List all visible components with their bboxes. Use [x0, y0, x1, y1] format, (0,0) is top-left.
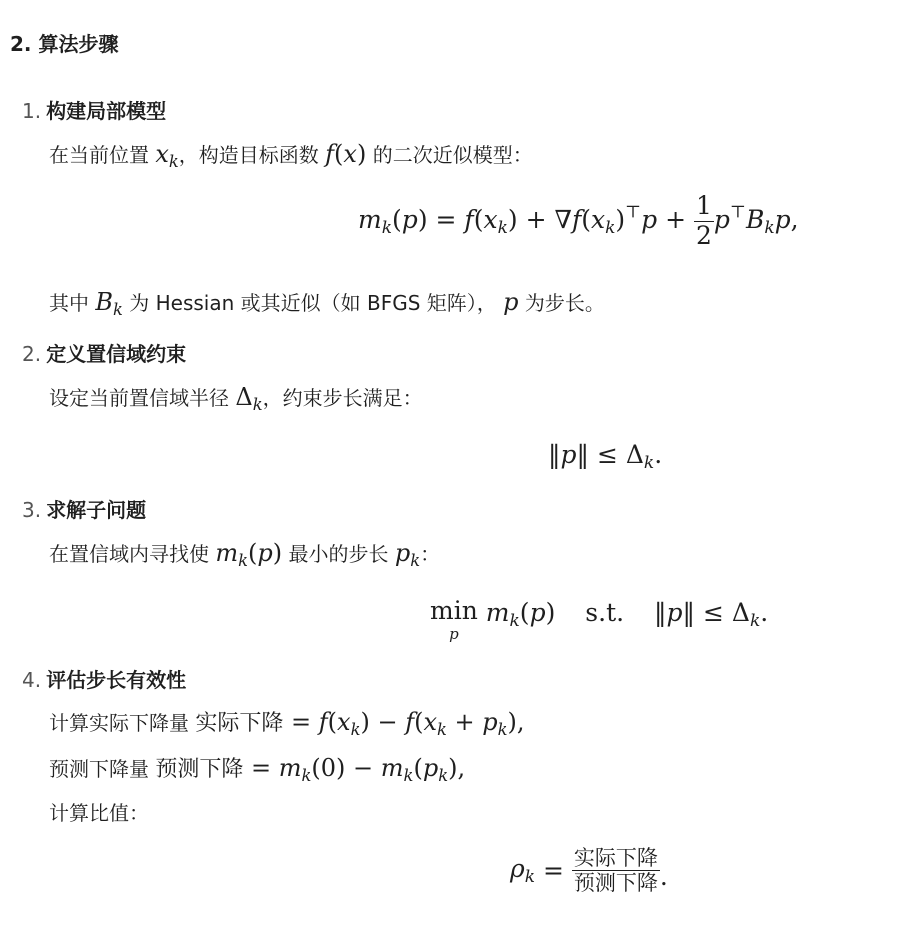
ratio-denominator: 预测下降: [573, 871, 658, 896]
step-4-predicted: [49, 752, 465, 785]
step-1-text-b: ，构造目标函数: [178, 143, 319, 167]
equation-ratio: $\rho_k$ = $\frac{\text{实际下降}}{\text{预测下降}}$ .: [510, 846, 668, 896]
math-p: p: [503, 288, 519, 316]
step-2-title: 定义置信域约束: [46, 342, 187, 366]
equation-subproblem: min p $m_k(p)$ s.t. ‖p‖ ≤ $\Delta_k$.: [430, 596, 769, 643]
step-4-predicted-label: 预测下降量: [49, 757, 149, 781]
math-xk: $x_k$: [155, 140, 179, 171]
step-1-note-a: 其中: [49, 291, 89, 315]
ratio-numerator: 实际下降: [573, 846, 658, 870]
step-1-text-a: 在当前位置: [49, 143, 149, 167]
step-2-text: [49, 382, 423, 414]
step-4-ratio-text: 计算比值：: [49, 801, 149, 825]
math-bk: $B_k$: [95, 288, 123, 319]
step-4-actual-label: 计算实际下降量: [49, 711, 189, 735]
step-3-text-b: 最小的步长: [288, 542, 389, 566]
step-1-text: [49, 139, 533, 171]
step-4-title: 评估步长有效性: [46, 668, 187, 692]
math-predicted-reduction: 预测下降 = $m_k(0) - m_k(p_k)$,: [155, 754, 466, 785]
subject-to: s.t.: [585, 598, 625, 627]
step-1-number: 1.: [22, 99, 42, 123]
step-3-title: 求解子问题: [46, 498, 147, 522]
step-1-note-b: 为 Hessian 或其近似（如 BFGS 矩阵），: [129, 291, 497, 315]
step-1-note: [49, 287, 605, 319]
step-4-actual: [49, 706, 525, 739]
equation-trust-constraint: ‖p‖ ≤ $\Delta_k$.: [548, 440, 663, 474]
step-2-text-b: ，约束步长满足：: [262, 386, 423, 410]
step-4-number: 4.: [22, 668, 42, 692]
step-3-text-c: ：: [420, 542, 441, 566]
math-fx: f(x): [325, 140, 367, 168]
math-mk-p: $m_k(p)$: [215, 539, 283, 570]
fraction-half: $\frac{1}{2}$: [696, 191, 712, 250]
step-1-text-c: 的二次近似模型：: [372, 143, 533, 167]
math-actual-reduction: 实际下降 = $f(x_k) - f(x_k + p_k)$,: [195, 708, 525, 739]
step-1-note-c: 为步长。: [524, 291, 605, 315]
step-3-number: 3.: [22, 498, 42, 522]
step-3-header: [22, 494, 146, 523]
math-pk: $p_k$: [394, 539, 421, 570]
step-1-title: 构建局部模型: [46, 99, 167, 123]
step-2-text-a: 设定当前置信域半径: [49, 386, 229, 410]
fraction-ratio: [572, 846, 660, 895]
step-1-header: [22, 95, 166, 124]
equation-quadratic-model: $m_k(p) = f(x_k) + \nabla f(x_k)^⊤p$ + $\frac{1}{2}$ $p^⊤B_kp$,: [358, 191, 799, 250]
step-2-number: 2.: [22, 342, 42, 366]
step-3-text-a: 在置信域内寻找使: [49, 542, 209, 566]
step-4-header: [22, 664, 186, 693]
step-3-text: [49, 538, 440, 570]
section-heading: 2. 算法步骤: [10, 32, 119, 56]
step-2-header: [22, 338, 186, 367]
math-delta-k: $\Delta_k$: [235, 383, 263, 414]
min-operator: min p: [430, 596, 478, 643]
